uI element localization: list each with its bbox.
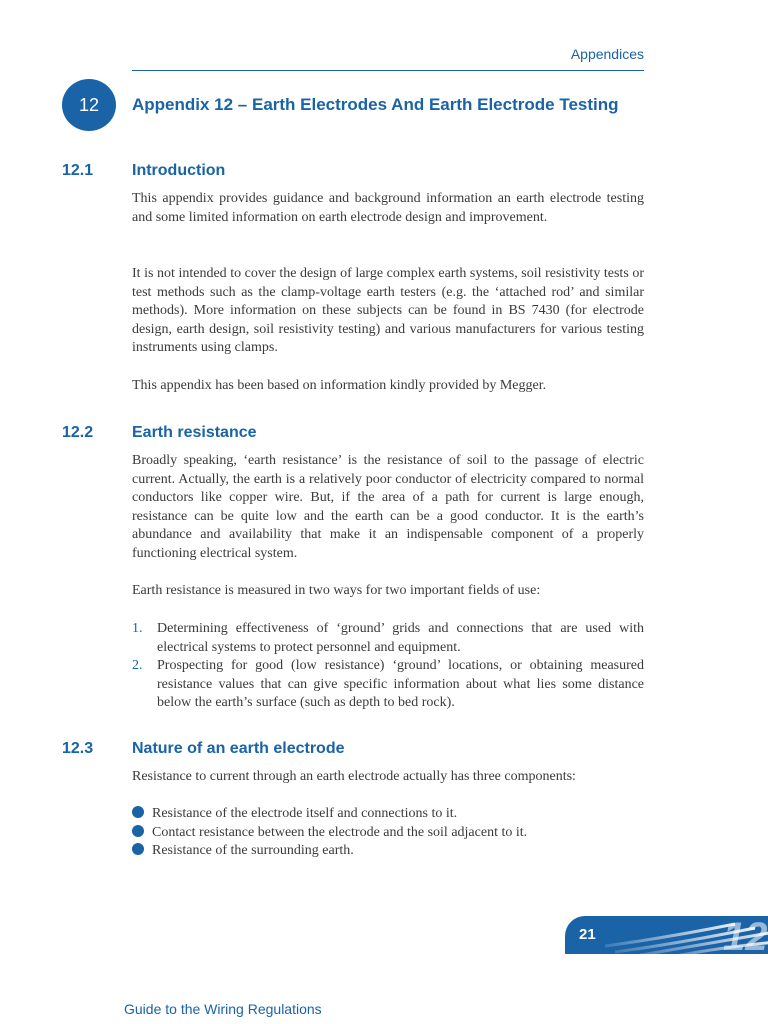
list-item-text: Resistance of the surrounding earth. [152, 843, 354, 859]
paragraph: Resistance to current through an earth electrode actually has three components: [132, 769, 576, 784]
bullet-icon [132, 806, 144, 818]
paragraph: Earth resistance is measured in two ways for two important fields of use: [132, 583, 541, 598]
header-rule [132, 70, 644, 71]
page-title: Appendix 12 – Earth Electrodes And Earth Electrode Testing [132, 95, 619, 114]
list-item [132, 805, 644, 824]
section-number: 12.3 [62, 740, 94, 757]
bullet-list [132, 805, 644, 861]
chapter-number: 12 [78, 94, 100, 115]
section-number: 12.1 [62, 162, 94, 179]
section-title: Introduction [132, 162, 226, 179]
footer-publication-title: Guide to the Wiring Regulations [124, 1001, 322, 1017]
list-marker: 2. [132, 658, 143, 674]
paragraph: It is not intended to cover the design of large complex earth systems, soil resistivity tests or test methods such as the clamp-voltage earth testers (e.g. the ‘attached rod’ and similar methods). More information on these subjects can be found in BS 7430 (for electrode design, earth design, soil resistivity testing) and various manufacturers for various testing instruments using clamps. [132, 266, 644, 356]
section-number: 12.2 [62, 424, 94, 441]
list-item-text: Resistance of the electrode itself and connections to it. [152, 806, 458, 821]
running-header: Appendices [570, 46, 644, 62]
list-item-text: Determining effectiveness of ‘ground’ grids and connections that are used with electrical systems to protect personnel and equipment. [157, 621, 644, 655]
bullet-icon [132, 825, 144, 837]
paragraph: Broadly speaking, ‘earth resistance’ is the resistance of soil to the passage of electric current. Actually, the earth is a relatively poor conductor of electricity compared to normal conductors like copper wire. But, if the area of a path for current is large enough, resistance can be quite low and the earth can be a good conductor. It is the earth’s abundance and availability that make it an indispensable component of a properly functioning electrical system. [132, 453, 644, 561]
list-item-text: Prospecting for good (low resistance) ‘ground’ locations, or obtaining measured resistance values that can give specific information about what lies some distance below the earth’s surface (such as depth to bed rock). [157, 658, 644, 711]
paragraph: This appendix provides guidance and background information an earth electrode testing and some limited information on earth electrode design and improvement. [132, 191, 644, 225]
page-number-tab [565, 916, 768, 954]
section-title: Nature of an earth electrode [132, 740, 345, 757]
list-item [132, 657, 644, 713]
bullet-icon [132, 843, 144, 855]
decorative-stripes-graphic [605, 916, 768, 954]
list-item [132, 620, 644, 657]
page-graphic-text: 12 [723, 916, 768, 954]
page-number: 21 [579, 926, 596, 943]
chapter-number-badge [62, 79, 116, 131]
list-marker: 1. [132, 621, 143, 636]
numbered-list [132, 620, 644, 713]
section-title: Earth resistance [132, 424, 257, 441]
list-item [132, 824, 644, 843]
list-item-text: Contact resistance between the electrode and the soil adjacent to it. [152, 824, 528, 840]
paragraph: This appendix has been based on information kindly provided by Megger. [132, 378, 547, 393]
list-item [132, 842, 644, 861]
